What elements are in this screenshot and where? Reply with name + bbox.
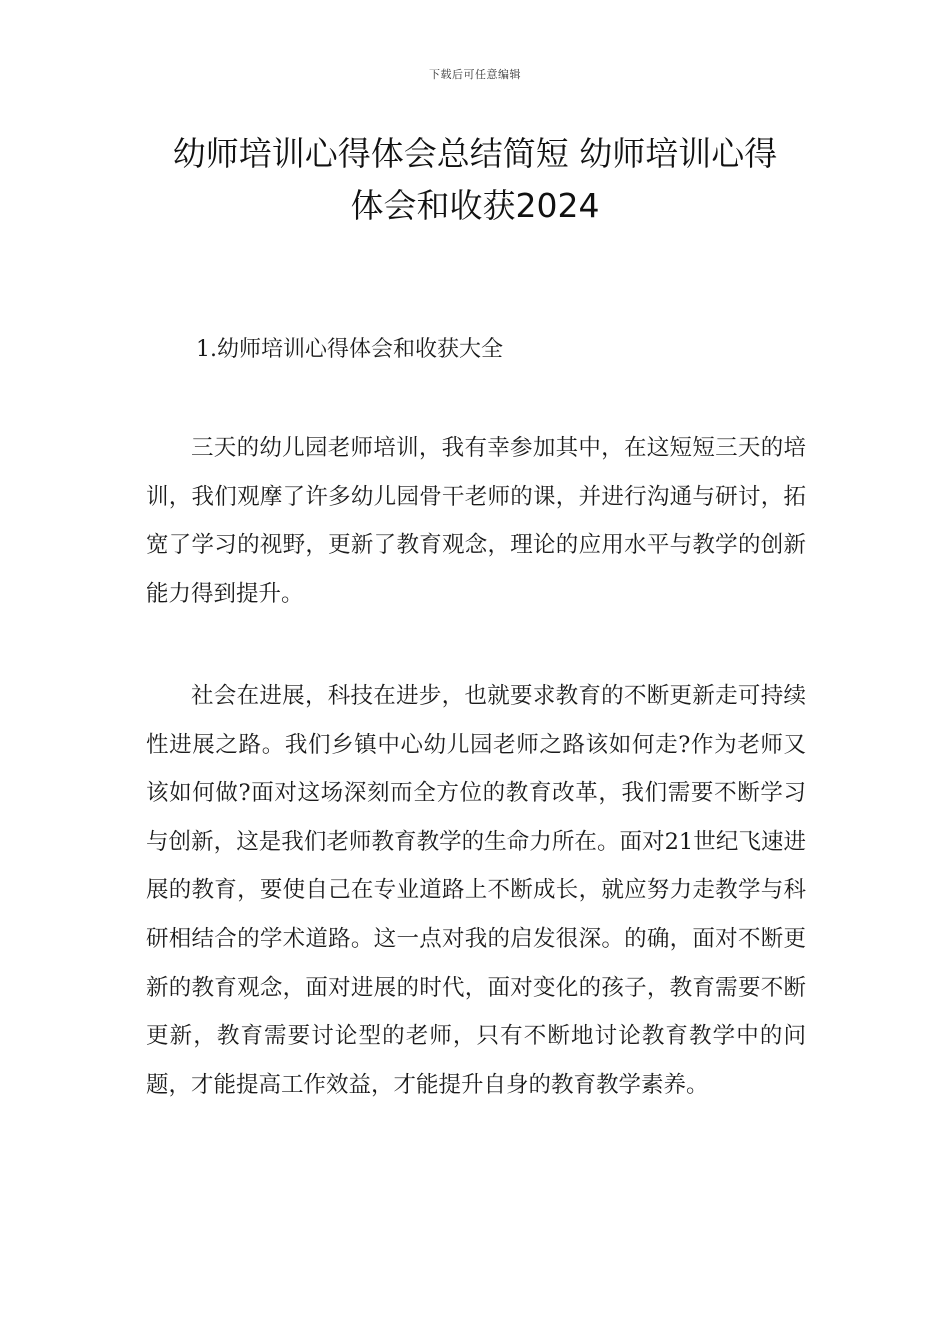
section-heading: 1.幼师培训心得体会和收获大全	[196, 337, 503, 362]
document-title-line-2: 体会和收获2024	[350, 186, 600, 225]
body-paragraph: 三天的幼儿园老师培训，我有幸参加其中，在这短短三天的培训，我们观摩了许多幼儿园骨干老师的课，并进行沟通与研讨，拓宽了学习的视野，更新了教育观念，理论的应用水平与教学的创新能力得到提升。	[146, 435, 806, 607]
body-paragraph: 社会在进展，科技在进步，也就要求教育的不断更新走可持续性进展之路。我们乡镇中心幼儿园老师之路该如何走?作为老师又该如何做?面对这场深刻而全方位的教育改革，我们需要不断学习与创新，这是我们老师教育教学的生命力所在。面对21世纪飞速进展的教育，要使自己在专业道路上不断成长，就应努力走教学与科研相结合的学术道路。这一点对我的启发很深。的确，面对不断更新的教育观念，面对进展的时代，面对变化的孩子，教育需要不断更新，教育需要讨论型的老师，只有不断地讨论教育教学中的问题，才能提高工作效益，才能提升自身的教育教学素养。	[146, 683, 806, 1098]
document-title	[120, 128, 830, 232]
document-title-line-1: 幼师培训心得体会总结简短 幼师培训心得	[172, 134, 778, 173]
header-note: 下载后可任意编辑	[429, 68, 521, 81]
